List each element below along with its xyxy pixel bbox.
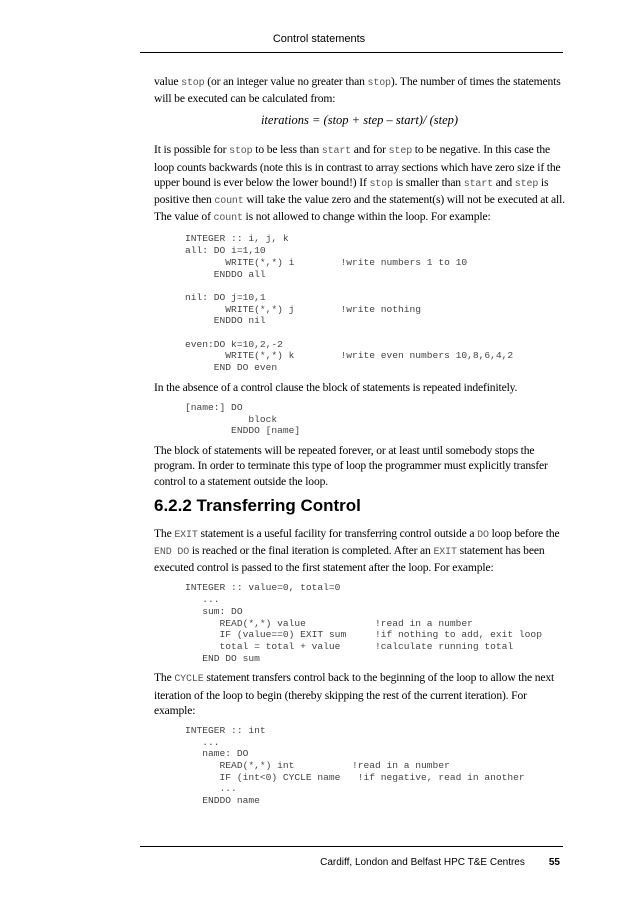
page-number: 55 <box>548 857 560 868</box>
running-header: Control statements <box>272 33 366 45</box>
footer-text: Cardiff, London and Belfast HPC T&E Centres <box>320 857 525 868</box>
footer-rule <box>140 846 563 847</box>
paragraph-exit-statement: The EXIT statement is a useful facility for transferring control outside a DO loop before the END DO is reached or the final iteration is completed. After an EXIT statement has been executed control is passed to the first statement after the loop. For example: <box>154 526 560 575</box>
code-example-infinite-do: [name:] DO block ENDDO [name] <box>185 402 301 437</box>
paragraph-stop-value: value stop (or an integer value no greater than stop). The number of times the statements will be executed can be calculated from: <box>154 75 561 106</box>
paragraph-infinite-loop: The block of statements will be repeated forever, or at least until somebody stops the program. In order to terminate this type of loop the programmer must explicitly transfer control to a statement outside the loop. <box>154 444 548 488</box>
page-body <box>154 74 565 813</box>
iterations-formula: iterations = (stop + step – start)/ (step) <box>260 113 459 128</box>
paragraph-cycle-statement: The CYCLE statement transfers control back to the beginning of the loop to allow the next iteration of the loop to begin (thereby skipping the rest of the current iteration). For example: <box>154 671 555 717</box>
code-example-cycle: INTEGER :: int ... name: DO READ(*,*) int !read in a number IF (int<0) CYCLE name !if negative, read in another ... ENDDO name <box>185 724 525 807</box>
paragraph-no-control-clause: In the absence of a control clause the block of statements is repeated indefinitely. <box>154 380 518 394</box>
code-example-exit: INTEGER :: value=0, total=0 ... sum: DO READ(*,*) value !read in a number IF (value==0) EXIT sum !if nothing to add, exit loop total = total + value !calculate running total END DO sum <box>185 582 542 664</box>
section-heading: 6.2.2 Transferring Control <box>154 495 361 515</box>
header-rule <box>140 52 563 53</box>
code-example-do-loops: INTEGER :: i, j, k all: DO i=1,10 WRITE(*,*) i !write numbers 1 to 10 ENDDO all nil: DO j=10,1 WRITE(*,*) j !write nothing ENDDO nil even:DO k=10,2,-2 WRITE(*,*) k !write even numbers 10,8,6,4,2 END DO even <box>185 233 514 374</box>
page-footer <box>320 857 560 868</box>
paragraph-backwards-loop: It is possible for stop to be less than start and for step to be negative. In this case the loop counts backwards (note this is in contrast to array sections which have zero size if the upper bound is ever below the lower bound!) If stop is smaller than start and step is positive then count will take the value zero and the statement(s) will not be executed at all. The value of count is not allowed to change within the loop. For example: <box>154 143 565 225</box>
